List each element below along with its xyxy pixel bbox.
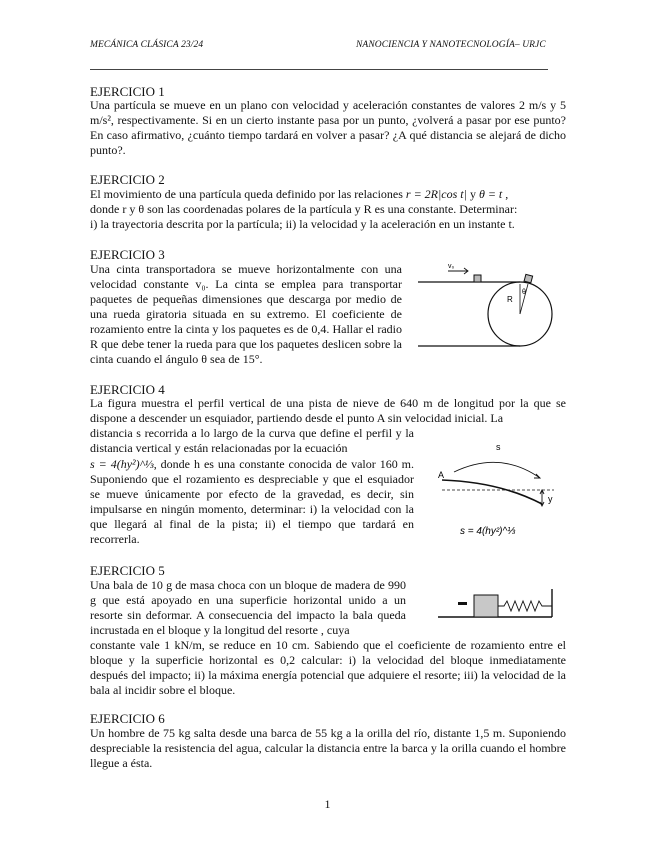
ex3-text: Una cinta transportadora se mueve horizontalmente con una velocidad constante v₀. La cinta se emplea para transportar paquetes de pequeñas dimensiones que descarga por medio de una rueda giratoria situada en su extremo. El coeficiente de rozamiento entre la cinta y los paquetes es de 0,4. Hallar el radio R que debe tener la rueda para que los paquetes deslicen sobre la cinta cuando el ángulo θ sea de 15°. [90, 262, 402, 366]
wooden-block [474, 595, 498, 617]
bullet [458, 602, 467, 605]
ex4-text-narrow-a: distancia s recorrida a lo largo de la curva que define el perfil y la distancia vertical y están relacionadas por la ecuación [90, 426, 414, 455]
fig4-eq: s = 4(hy²)^⅓ [460, 526, 516, 537]
header-right: NANOCIENCIA Y NANOTECNOLOGÍA– URJC [356, 40, 546, 50]
spring [498, 601, 552, 611]
ex5-title: EJERCICIO 5 [90, 563, 165, 578]
conveyor-figure [412, 258, 562, 356]
ex2-eq1: r = 2R|cos t| [405, 187, 467, 201]
fig3-theta: θ [522, 289, 526, 296]
fig4-y: y [548, 494, 553, 504]
ex5-text-full: constante vale 1 kN/m, se reduce en 10 cm. Sabiendo que el coeficiente de rozamiento entre el bloque y la superficie horizontal es 0,2 calcular: i) la velocidad del bloque inmediatamente después del impacto; ii) la máxima energía potencial que adquiere el resorte; iii) la velocidad de la bala al incidir sobre el bloque. [90, 638, 566, 697]
ski-track-figure [430, 434, 570, 546]
block-spring-figure [432, 585, 556, 627]
fig3-v0: v₀ [448, 263, 455, 270]
package-wheel [524, 274, 533, 283]
ex4-eq-line: s = 4(hy²)^⅓, donde h es una constante conocida de valor 160 m. Suponiendo que el rozamiento es despreciable y que el esquiador se mueve únicamente por efecto de la gravedad, es decir, sin impulsarse en ningún momento, determinar: i) la velocidad con la que llegará al final de la pista; ii) el tiempo que tardará en recorrerla. [90, 457, 415, 546]
ex1-text: Una partícula se mueve en un plano con velocidad y aceleración constantes de valores 2 m/s y 5 m/s², respectivamente. Si en un cierto instante pasa por un punto, ¿volverá a pasar por ese punto? En caso afirmativo, ¿cuánto tiempo tardará en volver a pasar? ¿A qué distancia se alejará de dicho punto?. [90, 98, 566, 157]
ex4-text-full: La figura muestra el perfil vertical de una pista de nieve de 640 m de longitud por la que se dispone a descender un esquiador, partiendo desde el punto A sin velocidad inicial. La [90, 396, 566, 425]
page-number: 1 [324, 797, 331, 811]
fig3-R: R [507, 295, 513, 304]
package-belt [474, 275, 481, 282]
ex2-eq2: θ = t [478, 187, 503, 201]
ex4-eq: s = 4(hy²)^⅓ [90, 457, 154, 471]
ex2-text [90, 187, 566, 232]
header-rule [90, 69, 548, 70]
fig4-s: s [496, 442, 501, 452]
ex6-text: Un hombre de 75 kg salta desde una barca de 55 kg a la orilla del río, distante 1,5 m. Suponiendo despreciable la resistencia del agua, calcular la distancia entre la barca y la orilla cuando el hombre llegue a ésta. [90, 726, 566, 770]
ex3-title: EJERCICIO 3 [90, 247, 165, 262]
ex2-line1: El movimiento de una partícula queda definido por las relaciones r = 2R|cos t| y θ = t , [90, 187, 509, 201]
header-left: MECÁNICA CLÁSICA 23/24 [90, 40, 204, 50]
ex1-title: EJERCICIO 1 [90, 84, 165, 99]
ex5-text-narrow: Una bala de 10 g de masa choca con un bloque de madera de 990 g que está apoyado en una superficie horizontal unido a un resorte sin deformar. A consecuencia del impacto la bala queda incrustada en el bloque y la longitud del resorte , cuya [90, 578, 406, 637]
fig4-A: A [438, 470, 445, 480]
ex2-line3: i) la trayectoria descrita por la partícula; ii) la velocidad y la aceleración en un instante t. [90, 217, 515, 231]
ex2-title: EJERCICIO 2 [90, 172, 165, 187]
ex2-line2: donde r y θ son las coordenadas polares de la partícula y R es una constante. Determinar: [90, 202, 518, 216]
ex4-title: EJERCICIO 4 [90, 382, 165, 397]
ex6-title: EJERCICIO 6 [90, 711, 165, 726]
